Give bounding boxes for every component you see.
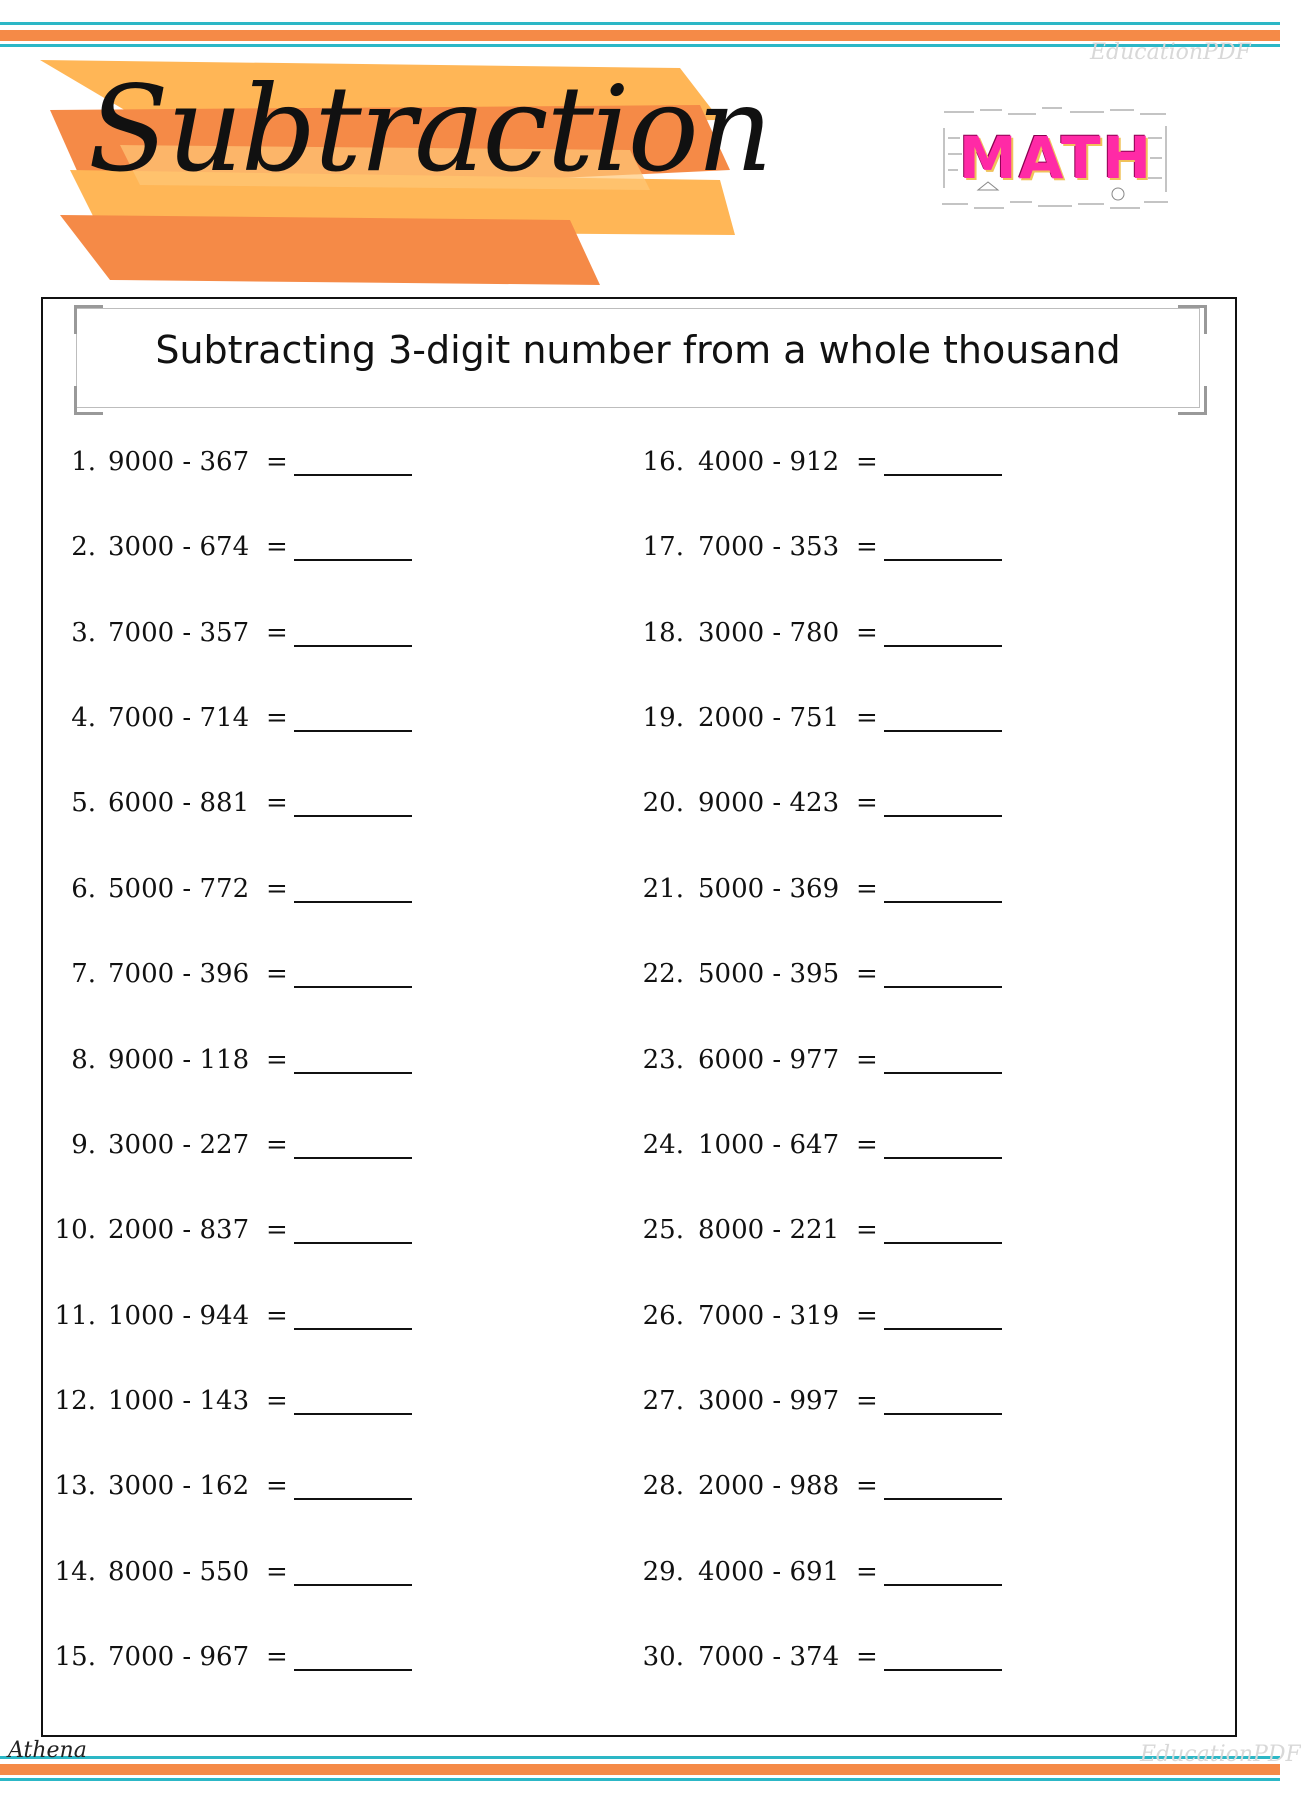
problem-expression: 6000 - 977 (698, 1045, 840, 1075)
bottom-teal-stripe-2 (0, 1778, 1280, 1781)
problem-number: 17. (642, 532, 684, 562)
problem-expression: 3000 - 780 (698, 618, 840, 648)
equals-sign: = (856, 788, 878, 818)
problem-expression: 7000 - 357 (108, 618, 250, 648)
corner-bracket (1178, 386, 1207, 415)
problem-number: 4. (71, 703, 96, 733)
page-title: Subtraction (88, 60, 771, 198)
problem-number: 18. (642, 618, 684, 648)
problem-expression: 2000 - 837 (108, 1215, 250, 1245)
problem-number: 8. (71, 1045, 96, 1075)
equals-sign: = (266, 1386, 288, 1416)
problem-expression: 7000 - 714 (108, 703, 250, 733)
problem-expression: 2000 - 751 (698, 703, 840, 733)
problem-expression: 6000 - 881 (108, 788, 250, 818)
answer-blank[interactable] (884, 1669, 1002, 1671)
equals-sign: = (266, 618, 288, 648)
equals-sign: = (266, 1045, 288, 1075)
problem-number: 2. (71, 532, 96, 562)
problem-expression: 3000 - 227 (108, 1130, 250, 1160)
answer-blank[interactable] (294, 730, 412, 732)
problem-number: 27. (642, 1386, 684, 1416)
answer-blank[interactable] (884, 645, 1002, 647)
answer-blank[interactable] (294, 1242, 412, 1244)
problem-number: 29. (642, 1557, 684, 1587)
answer-blank[interactable] (294, 1413, 412, 1415)
equals-sign: = (856, 447, 878, 477)
answer-blank[interactable] (884, 1242, 1002, 1244)
problem-expression: 9000 - 118 (108, 1045, 250, 1075)
top-watermark: EducationPDF (1090, 40, 1251, 65)
equals-sign: = (856, 1045, 878, 1075)
problem-expression: 4000 - 912 (698, 447, 840, 477)
equals-sign: = (266, 1301, 288, 1331)
problem-number: 20. (642, 788, 684, 818)
top-teal-stripe-2 (0, 44, 1280, 47)
answer-blank[interactable] (884, 1413, 1002, 1415)
equals-sign: = (856, 532, 878, 562)
equals-sign: = (856, 1301, 878, 1331)
problem-number: 15. (54, 1642, 96, 1672)
problem-number: 30. (642, 1642, 684, 1672)
problem-expression: 1000 - 944 (108, 1301, 250, 1331)
answer-blank[interactable] (294, 986, 412, 988)
math-logo (938, 98, 1174, 220)
equals-sign: = (856, 1386, 878, 1416)
answer-blank[interactable] (884, 1498, 1002, 1500)
equals-sign: = (266, 1130, 288, 1160)
top-teal-stripe (0, 22, 1280, 25)
problem-number: 3. (71, 618, 96, 648)
problem-expression: 8000 - 221 (698, 1215, 840, 1245)
equals-sign: = (856, 874, 878, 904)
problem-number: 7. (71, 959, 96, 989)
worksheet-frame (41, 297, 1237, 1737)
problem-number: 11. (54, 1301, 96, 1331)
answer-blank[interactable] (884, 815, 1002, 817)
equals-sign: = (856, 618, 878, 648)
problem-number: 10. (54, 1215, 96, 1245)
answer-blank[interactable] (294, 559, 412, 561)
answer-blank[interactable] (884, 1157, 1002, 1159)
problem-number: 24. (642, 1130, 684, 1160)
problem-expression: 8000 - 550 (108, 1557, 250, 1587)
problem-number: 6. (71, 874, 96, 904)
equals-sign: = (266, 703, 288, 733)
answer-blank[interactable] (294, 1584, 412, 1586)
answer-blank[interactable] (884, 474, 1002, 476)
answer-blank[interactable] (294, 1157, 412, 1159)
equals-sign: = (856, 703, 878, 733)
answer-blank[interactable] (294, 1072, 412, 1074)
problem-number: 12. (54, 1386, 96, 1416)
problem-expression: 9000 - 367 (108, 447, 250, 477)
problem-expression: 3000 - 674 (108, 532, 250, 562)
answer-blank[interactable] (294, 1669, 412, 1671)
problem-expression: 1000 - 143 (108, 1386, 250, 1416)
answer-blank[interactable] (884, 730, 1002, 732)
answer-blank[interactable] (294, 474, 412, 476)
answer-blank[interactable] (884, 1328, 1002, 1330)
problem-expression: 7000 - 353 (698, 532, 840, 562)
equals-sign: = (266, 788, 288, 818)
problem-number: 19. (642, 703, 684, 733)
equals-sign: = (856, 1471, 878, 1501)
equals-sign: = (266, 1557, 288, 1587)
equals-sign: = (266, 1471, 288, 1501)
problem-expression: 2000 - 988 (698, 1471, 840, 1501)
corner-bracket (74, 386, 103, 415)
worksheet-heading: Subtracting 3-digit number from a whole thousand (155, 328, 1121, 372)
equals-sign: = (266, 874, 288, 904)
problem-number: 13. (54, 1471, 96, 1501)
answer-blank[interactable] (294, 815, 412, 817)
equals-sign: = (856, 1642, 878, 1672)
equals-sign: = (856, 1557, 878, 1587)
problem-expression: 9000 - 423 (698, 788, 840, 818)
bottom-watermark: EducationPDF (1140, 1742, 1301, 1767)
equals-sign: = (266, 959, 288, 989)
problem-number: 23. (642, 1045, 684, 1075)
equals-sign: = (266, 532, 288, 562)
problem-number: 16. (642, 447, 684, 477)
answer-blank[interactable] (884, 1072, 1002, 1074)
answer-blank[interactable] (294, 1498, 412, 1500)
problem-expression: 7000 - 319 (698, 1301, 840, 1331)
problem-expression: 5000 - 772 (108, 874, 250, 904)
problem-expression: 3000 - 997 (698, 1386, 840, 1416)
problem-expression: 5000 - 395 (698, 959, 840, 989)
equals-sign: = (266, 1215, 288, 1245)
answer-blank[interactable] (294, 901, 412, 903)
answer-blank[interactable] (884, 559, 1002, 561)
top-orange-stripe (0, 30, 1280, 41)
problem-expression: 4000 - 691 (698, 1557, 840, 1587)
answer-blank[interactable] (884, 1584, 1002, 1586)
problem-expression: 7000 - 967 (108, 1642, 250, 1672)
equals-sign: = (856, 959, 878, 989)
problem-number: 21. (642, 874, 684, 904)
problem-number: 26. (642, 1301, 684, 1331)
answer-blank[interactable] (294, 1328, 412, 1330)
equals-sign: = (856, 1130, 878, 1160)
problem-number: 25. (642, 1215, 684, 1245)
problem-expression: 1000 - 647 (698, 1130, 840, 1160)
bottom-teal-stripe (0, 1756, 1280, 1759)
bottom-orange-stripe (0, 1764, 1280, 1775)
math-logo-text: MATH (958, 124, 1154, 192)
problem-expression: 5000 - 369 (698, 874, 840, 904)
problem-number: 5. (71, 788, 96, 818)
equals-sign: = (266, 447, 288, 477)
problem-expression: 3000 - 162 (108, 1471, 250, 1501)
author-signature: Athena (8, 1738, 87, 1763)
answer-blank[interactable] (294, 645, 412, 647)
problem-expression: 7000 - 374 (698, 1642, 840, 1672)
problem-number: 1. (71, 447, 96, 477)
problem-number: 14. (54, 1557, 96, 1587)
problem-number: 22. (642, 959, 684, 989)
answer-blank[interactable] (884, 901, 1002, 903)
equals-sign: = (266, 1642, 288, 1672)
answer-blank[interactable] (884, 986, 1002, 988)
equals-sign: = (856, 1215, 878, 1245)
problem-number: 9. (71, 1130, 96, 1160)
problem-expression: 7000 - 396 (108, 959, 250, 989)
problem-number: 28. (642, 1471, 684, 1501)
